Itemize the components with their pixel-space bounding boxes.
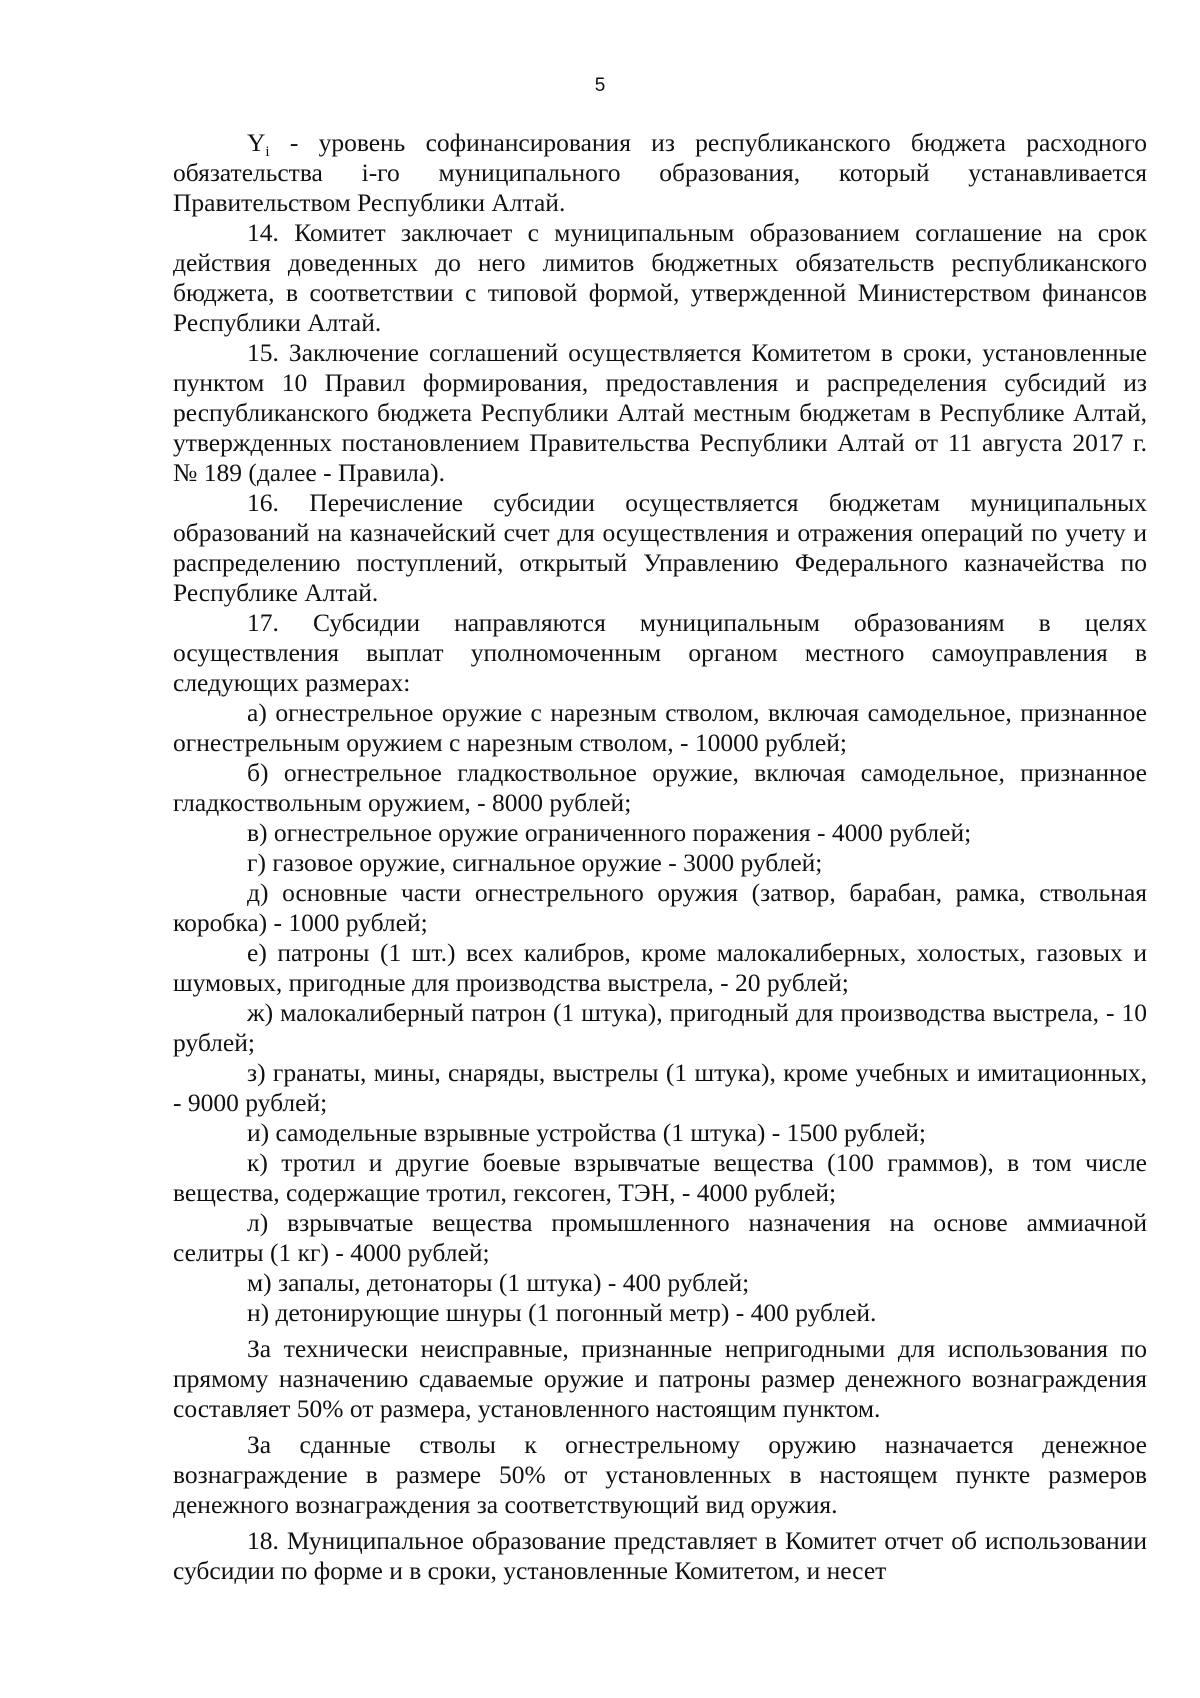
list-item-v: в) огнестрельное оружие ограниченного поражения - 4000 рублей; [247, 818, 972, 847]
paragraph-17: 17. Субсидии направляются муниципальным образованиям в целях осуществления выплат уполномоченным органом местного самоуправления в следующих размерах: [173, 608, 1147, 697]
list-item-n: н) детонирующие шнуры (1 погонный метр) - 400 рублей. [247, 1298, 877, 1327]
list-item-m: м) запалы, детонаторы (1 штука) - 400 рублей; [247, 1268, 750, 1297]
list-item-e: е) патроны (1 шт.) всех калибров, кроме малокалиберных, холостых, газовых и шумовых, пригодные для производства выстрела, - 20 рублей; [173, 938, 1147, 997]
formula-note-text: - уровень софинансирования из республиканского бюджета расходного обязательства i-го муниципального образования, который устанавливается Правительством Республики Алтай. [173, 128, 1147, 217]
defective-weapons-paragraph: За технически неисправные, признанные непригодными для использования по прямому назначению сдаваемые оружие и патроны размер денежного вознаграждения составляет 50% от размера, установленного настоящим пунктом. [173, 1334, 1147, 1423]
page-number: 5 [594, 75, 606, 96]
list-item-b: б) огнестрельное гладкоствольное оружие, включая самодельное, признанное гладкоствольным оружием, - 8000 рублей; [173, 758, 1147, 817]
list-item-l: л) взрывчатые вещества промышленного назначения на основе аммиачной селитры (1 кг) - 4000 рублей; [173, 1208, 1147, 1267]
list-item-zh: ж) малокалиберный патрон (1 штука), пригодный для производства выстрела, - 10 рублей; [173, 998, 1147, 1057]
paragraph-16: 16. Перечисление субсидии осуществляется бюджетам муниципальных образований на казначейский счет для осуществления и отражения операций по учету и распределению поступлений, открытый Управлению Федерального казначейства по Республике Алтай. [173, 488, 1147, 607]
formula-symbol: Y [247, 128, 266, 157]
list-item-a: а) огнестрельное оружие с нарезным стволом, включая самодельное, признанное огнестрельным оружием с нарезным стволом, - 10000 рублей; [173, 698, 1147, 757]
list-item-i: и) самодельные взрывные устройства (1 штука) - 1500 рублей; [247, 1118, 926, 1147]
paragraph-15: 15. Заключение соглашений осуществляется Комитетом в сроки, установленные пунктом 10 Правил формирования, предоставления и распределения субсидий из республиканского бюджета Республики Алтай местным бюджетам в Республике Алтай, утвержденных постановлением Правительства Республики Алтай от 11 августа 2017 г. № 189 (далее - Правила). [173, 338, 1147, 487]
list-item-z: з) гранаты, мины, снаряды, выстрелы (1 штука), кроме учебных и имитационных, - 9000 рублей; [173, 1058, 1147, 1117]
paragraph-14: 14. Комитет заключает с муниципальным образованием соглашение на срок действия доведенных до него лимитов бюджетных обязательств республиканского бюджета, в соответствии с типовой формой, утвержденной Министерством финансов Республики Алтай. [173, 218, 1147, 337]
formula-note-paragraph [173, 128, 1147, 218]
barrels-paragraph: За сданные стволы к огнестрельному оружию назначается денежное вознаграждение в размере 50% от установленных в настоящем пункте размеров денежного вознаграждения за соответствующий вид оружия. [173, 1430, 1147, 1519]
paragraph-18: 18. Муниципальное образование представляет в Комитет отчет об использовании субсидии по форме и в сроки, установленные Комитетом, и несет [173, 1526, 1147, 1585]
formula-subscript: i [265, 144, 270, 160]
document-body [173, 128, 1147, 1586]
list-item-g: г) газовое оружие, сигнальное оружие - 3000 рублей; [247, 848, 823, 877]
list-item-d: д) основные части огнестрельного оружия (затвор, барабан, рамка, ствольная коробка) - 1000 рублей; [173, 878, 1147, 937]
list-item-k: к) тротил и другие боевые взрывчатые вещества (100 граммов), в том числе вещества, содержащие тротил, гексоген, ТЭН, - 4000 рублей; [173, 1148, 1147, 1207]
